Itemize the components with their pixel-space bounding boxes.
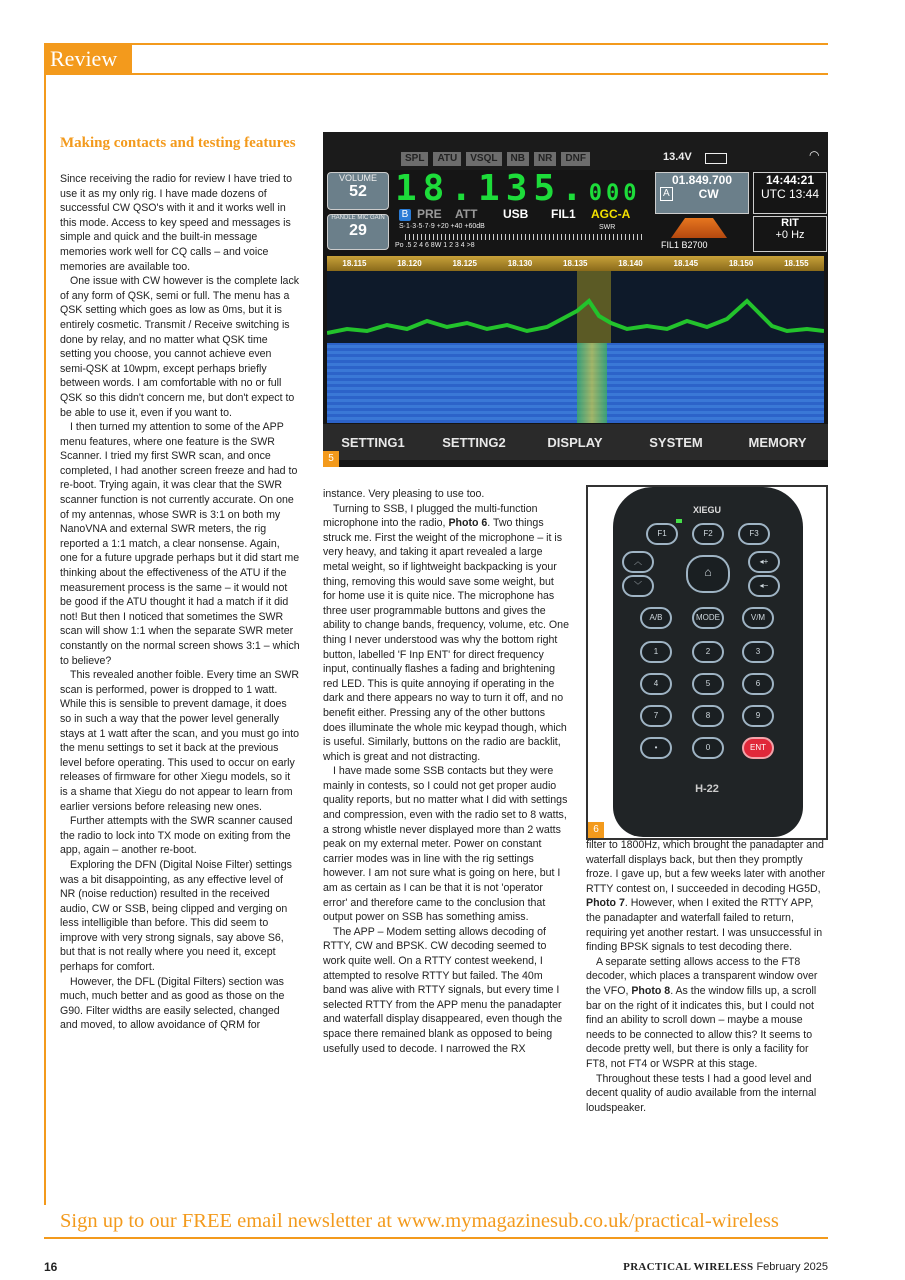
system-button: SYSTEM bbox=[649, 435, 703, 450]
paragraph: Since receiving the radio for review I have tried to use it as my only rig. I have made dozens of successful CW QSO's with it and it works well in this mode. Access to key speed and messages is simple and quick and the built-in message memories work well for CQ calls – and voice memories are available too. bbox=[60, 173, 293, 273]
flag-dnf: DNF bbox=[561, 152, 590, 166]
freq-tick: 18.120 bbox=[397, 259, 422, 268]
page-number: 16 bbox=[44, 1260, 58, 1274]
key-8: 8 bbox=[692, 705, 724, 727]
vfo-b-box bbox=[655, 172, 749, 214]
key-9: 9 bbox=[742, 705, 774, 727]
photo-6-microphone bbox=[586, 485, 828, 840]
frequency-sub: 000 bbox=[588, 181, 641, 206]
text: filter to 1800Hz, which brought the panadapter and waterfall displays back, but then they promptly froze. I gave up, but a few weeks later with another RTTY contest on, I succeeded in decoding HG5D, bbox=[586, 839, 826, 895]
status-pre: PRE bbox=[417, 207, 442, 221]
filter-shape bbox=[671, 218, 727, 238]
key-3: 3 bbox=[742, 641, 774, 663]
freq-tick: 18.150 bbox=[728, 259, 754, 268]
key-vm: V/M bbox=[742, 607, 774, 629]
freq-tick: 18.135 bbox=[563, 259, 588, 268]
freq-tick: 18.130 bbox=[507, 259, 533, 268]
swr-label: SWR bbox=[599, 224, 616, 231]
key-4: 4 bbox=[640, 673, 672, 695]
volume-value: 52 bbox=[349, 183, 367, 200]
paragraph: I have made some SSB contacts but they were mainly in contests, so I could not get proper audio quality reports, but no matter what I did with settings and compression, even with the radio set to 8 watts, a strong whistle never displayed more than 2 watts peak on my external meter. Power on constant carrier modes was in line with the rig settings however. I am not sure what is going on here, but I am as certain as I can be that it is not 'operator error' and therefore came to the conclusion that output power on SSB has something amiss. bbox=[323, 765, 568, 924]
mic-brand: XIEGU bbox=[692, 505, 721, 515]
meter-ticks bbox=[405, 234, 645, 240]
magazine-title: PRACTICAL WIRELESS bbox=[623, 1261, 754, 1273]
mic-gain-label: HANDLE MIC GAIN bbox=[331, 215, 385, 221]
setting1-button: SETTING1 bbox=[341, 435, 405, 450]
paragraph: This revealed another foible. Every time an SWR scan is performed, power is dropped to 1 watt. While this is sensible to prevent damage, it does so in such a way that the power level generally stays at 1 watt after the scan, and you must go into the menu settings to set it back at the previous level before operating. This used to occur on early releases of firmware for other Xiegu models, so it is a shame that Xiegu do not appear to learn from earlier versions before releasing new ones. bbox=[60, 669, 300, 813]
status-agc: AGC-A bbox=[591, 207, 631, 221]
status-mode: USB bbox=[503, 207, 529, 221]
flag-atu: ATU bbox=[433, 152, 461, 166]
home-key-icon: ⌂ bbox=[686, 555, 730, 593]
text: . However, when I exited the RTTY APP, the panadapter and waterfall failed to return, requiring yet another restart. I was unsuccessful in finding BPSK signals to test decoding there. bbox=[586, 897, 823, 954]
flag-nb: NB bbox=[507, 152, 529, 166]
text: . As the window fills up, a scroll bar on the right of it indicates this, but I could not find an ability to scroll down – maybe a mouse needs to be connected to allow this? It seems to decode pretty well, but there is only a facility for FT8, not FT4 or WSPR at this stage. bbox=[586, 984, 817, 1070]
waterfall bbox=[327, 343, 824, 423]
key-ab: A/B bbox=[640, 607, 672, 629]
frequency-main: 18.135. bbox=[395, 168, 589, 209]
photo-ref: Photo 8 bbox=[631, 984, 671, 997]
main-frequency bbox=[395, 168, 640, 209]
key-f1: F1 bbox=[646, 523, 678, 545]
key-dot: • bbox=[640, 737, 672, 759]
s-meter-scale: S·1·3·5·7·9 +20 +40 +60dB bbox=[399, 223, 485, 230]
paragraph: However, the DFL (Digital Filters) section was much, much better and as good as those on the G90. Filter widths are easily selected, changed and moved, to allow avoidance of QRM for bbox=[60, 975, 285, 1032]
down-key-icon: ﹀ bbox=[622, 575, 654, 597]
time-local: 14:44:21 bbox=[765, 173, 815, 187]
freq-tick: 18.145 bbox=[673, 259, 699, 268]
voltage-readout: 13.4V bbox=[663, 151, 692, 163]
rit-box bbox=[753, 216, 827, 252]
header-rule-top bbox=[132, 43, 828, 45]
up-key-icon: ︿ bbox=[622, 551, 654, 573]
photo-ref: Photo 6 bbox=[448, 517, 488, 530]
vfo-letter: B bbox=[399, 209, 411, 221]
time-utc: UTC 13:44 bbox=[760, 187, 820, 201]
section-tab: Review bbox=[44, 43, 132, 75]
power-scale: Po .5 2 4 6 8W 1 2 3 4 >8 bbox=[395, 242, 475, 249]
key-2: 2 bbox=[692, 641, 724, 663]
paragraph: The APP – Modem setting allows decoding of RTTY, CW and BPSK. CW decoding seemed to work quite well. On a RTTY contest weekend, I attempted to resolve RTTY but failed. The 40m band was alive with RTTY signals, but every time I selected RTTY from the APP menu the panadapter and waterfall display disappeared, even though the space there remained blank as opposed to being usefully used to decode. I narrowed the RX bbox=[323, 925, 563, 1055]
flag-nr: NR bbox=[534, 152, 556, 166]
freq-tick: 18.140 bbox=[618, 259, 643, 268]
newsletter-signup-link[interactable]: Sign up to our FREE email newsletter at www.mymagazinesub.co.uk/practical-wireless bbox=[60, 1210, 779, 1232]
wifi-icon: ◠ bbox=[809, 148, 820, 162]
key-f3: F3 bbox=[738, 523, 770, 545]
photo-ref: Photo 7 bbox=[586, 897, 625, 910]
mic-led bbox=[676, 519, 682, 523]
paragraph bbox=[586, 955, 830, 1072]
magazine-footer bbox=[585, 1261, 828, 1273]
vfo-b-mode: CW bbox=[698, 187, 719, 201]
header-rule-bottom bbox=[132, 73, 828, 75]
footer-rule bbox=[44, 1237, 828, 1239]
section-heading: Making contacts and testing features bbox=[60, 135, 296, 151]
filter-info: FIL1 B2700 bbox=[661, 240, 708, 250]
key-ent: ENT bbox=[742, 737, 774, 759]
freq-tick: 18.155 bbox=[784, 259, 809, 268]
flag-spl: SPL bbox=[401, 152, 428, 166]
photo-5-badge: 5 bbox=[323, 451, 339, 467]
volume-label: VOLUME bbox=[338, 173, 377, 183]
article-column-3 bbox=[586, 838, 830, 1115]
status-filter: FIL1 bbox=[551, 207, 576, 221]
key-6: 6 bbox=[742, 673, 774, 695]
vfo-b-frequency: 01.849.700 bbox=[671, 173, 733, 187]
volume-box bbox=[327, 172, 389, 210]
photo-6-badge: 6 bbox=[588, 822, 604, 838]
paragraph: Exploring the DFN (Digital Noise Filter) settings was a bit disappointing, as any effective level of NR (noise reduction) resulted in the received audio, CW or SSB, being clipped and verging on less intelligible than before. This did seem to improve with very strong signals, say above S6, but that is not really where you need it, except perhaps for comfort. bbox=[60, 858, 292, 974]
freq-tick: 18.125 bbox=[452, 259, 477, 268]
paragraph: Further attempts with the SWR scanner caused the radio to lock into TX mode on exiting from the app, again – another re-boot. bbox=[60, 815, 293, 857]
photo-5-radio-screen bbox=[323, 132, 828, 467]
rit-value: +0 Hz bbox=[775, 229, 805, 241]
key-7: 7 bbox=[640, 705, 672, 727]
memory-button: MEMORY bbox=[748, 435, 807, 450]
paragraph: One issue with CW however is the complete lack of any form of QSK, semi or full. The menu has a QSK setting which goes as low as 0ms, but it is entirely cosmetic. Transmit / Receive switching is done by relay, and no matter what QSK time setting you choose, you cannot achieve even semi-QSK at 10wpm, except perhaps briefly between words. I am comfortable with no or full QSK so this didn't concern me, but don't expect to be able to use it, even if you want to. bbox=[60, 275, 300, 419]
display-button: DISPLAY bbox=[547, 435, 603, 450]
volume-down-key-icon: ◂− bbox=[748, 575, 780, 597]
paragraph bbox=[323, 502, 569, 765]
issue-date: February 2025 bbox=[756, 1261, 828, 1273]
rit-label: RIT bbox=[781, 217, 799, 229]
vfo-b-letter: A bbox=[660, 187, 673, 201]
volume-up-key-icon: ◂+ bbox=[748, 551, 780, 573]
text: A separate setting allows access to the FT8 decoder, which places a transparent window over the VFO, bbox=[586, 955, 818, 997]
mic-model: H-22 bbox=[695, 783, 719, 795]
text: . Two things struck me. First the weight of the microphone – it is very heavy, and taking it apart revealed a large metal weight, so if lightweight backpacking is your thing, removing this would save some weight, but for home use it is quite nice. The microphone has three user programmable buttons and gives the ability to change bands, frequency, volume, etc. One thing I never understood was why the bottom right button, labelled 'F Inp ENT' for direct frequency input, continually flashes a fading and brightening red LED. This is quite annoying if operating in the dark and there appears no way to turn it off, and no benefit either. Pressing any of the other buttons does illuminate the whole mic keypad though, which is useful. Similarly, buttons on the radio are backlit, which is great and not distracting. bbox=[323, 517, 569, 763]
key-mode: MODE bbox=[692, 607, 724, 629]
article-column-1 bbox=[60, 172, 300, 1033]
mic-gain-box bbox=[327, 214, 389, 250]
mic-gain-value: 29 bbox=[349, 222, 367, 239]
panadapter bbox=[327, 271, 824, 343]
left-rule bbox=[44, 75, 46, 1205]
key-1: 1 bbox=[640, 641, 672, 663]
setting2-button: SETTING2 bbox=[442, 435, 506, 450]
paragraph: I then turned my attention to some of the APP menu features, where one feature is the SWR Scanner. I tried my first SWR scan, and once completed, I had another screen freeze and had to re-boot. Trying again, it was clear that the SWR scanner function is not currently accurate. On one of my antennas, whose SWR is 3:1 on both my NanoVNA and external SWR meters, the rig reported a 1:1 match, a clear nonsense. Again, one for a future upgrade perhaps but it did start me thinking about the effectiveness of the ATU if the measurement process is the same – it would not be good if the ATU thought it had a match if it did not! But then I noticed that sometimes the SWR scan will show 1:1 when the separate SWR meter constantly on the normal screen shows 3:1 – which to believe? bbox=[60, 421, 300, 667]
battery-icon bbox=[705, 153, 727, 164]
status-att: ATT bbox=[455, 207, 478, 221]
key-f2: F2 bbox=[692, 523, 724, 545]
article-column-2 bbox=[323, 487, 569, 1056]
flag-vsql: VSQL bbox=[466, 152, 501, 166]
clock-box bbox=[753, 172, 827, 214]
paragraph bbox=[586, 838, 830, 955]
flags-row bbox=[401, 152, 590, 166]
text: Turning to SSB, I plugged the multi-function microphone into the radio, bbox=[323, 502, 538, 530]
key-5: 5 bbox=[692, 673, 724, 695]
paragraph: instance. Very pleasing to use too. bbox=[323, 488, 485, 500]
frequency-scale bbox=[327, 256, 824, 271]
key-0: 0 bbox=[692, 737, 724, 759]
paragraph: Throughout these tests I had a good level and decent quality of audio available from the internal loudspeaker. bbox=[586, 1072, 817, 1114]
freq-tick: 18.115 bbox=[342, 259, 367, 268]
